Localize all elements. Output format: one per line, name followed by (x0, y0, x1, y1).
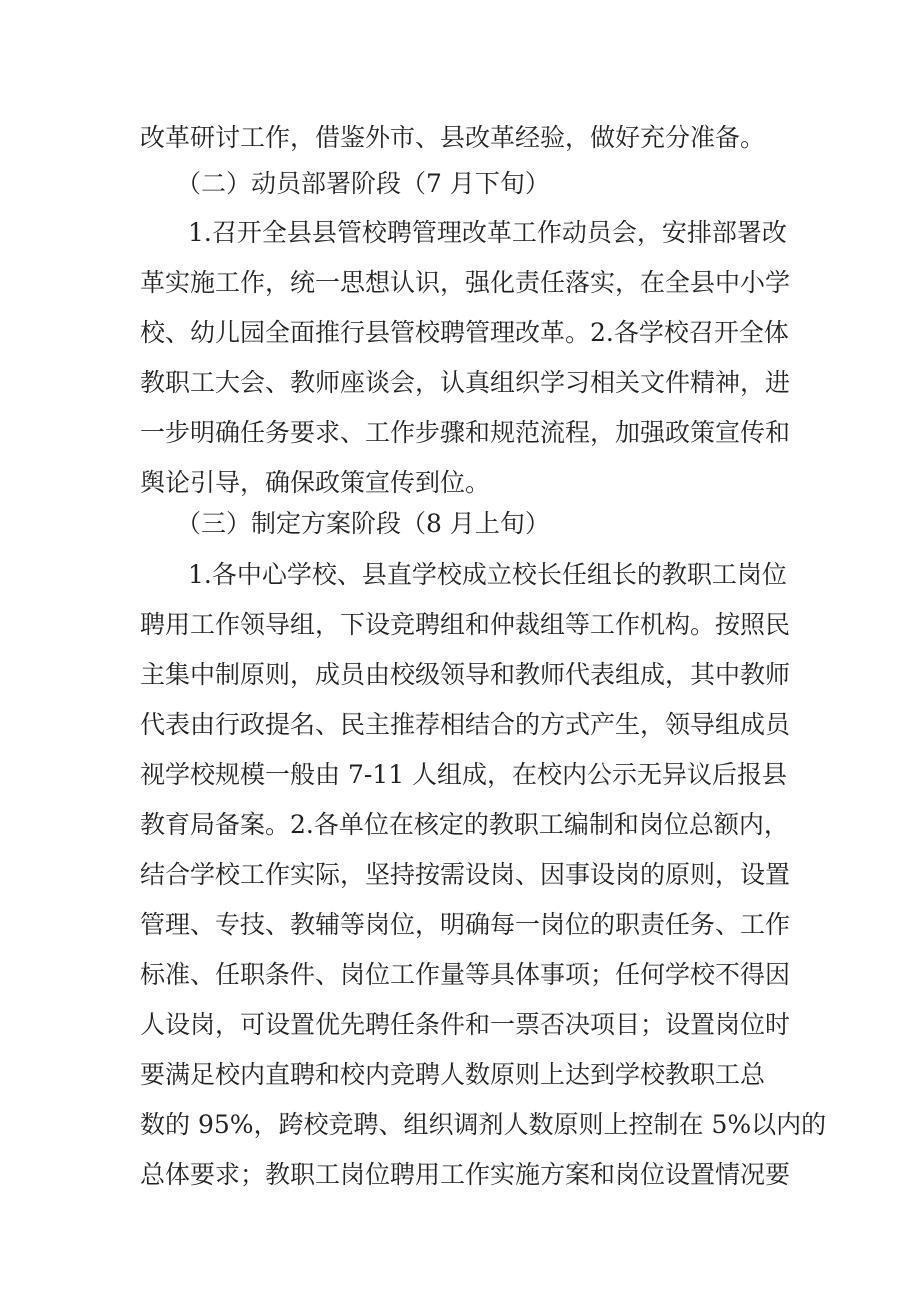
text-line-10 (0, 551, 920, 599)
text-line-22 (0, 1151, 920, 1199)
text-line-12 (0, 651, 920, 699)
text-line-21-text: 数的 95%，跨校竞聘、组织调剂人数原则上控制在 5%以内的 (140, 1110, 827, 1139)
section-heading-2-text: （二）动员部署阶段（7 月下旬） (176, 169, 550, 198)
text-line-19 (0, 1001, 920, 1049)
text-line-4-text: 革实施工作，统一思想认识，强化责任落实，在全县中小学 (140, 268, 791, 297)
text-line-4 (0, 259, 920, 307)
text-line-15 (0, 801, 920, 849)
text-line-21 (0, 1101, 920, 1149)
text-line-5-text: 校、幼儿园全面推行县管校聘管理改革。2.各学校召开全体 (140, 318, 789, 347)
text-line-18-text: 标准、任职条件、岗位工作量等具体事项；任何学校不得因 (140, 960, 791, 989)
text-line-16-text: 结合学校工作实际，坚持按需设岗、因事设岗的原则，设置 (140, 860, 791, 889)
text-line-7-text: 一步明确任务要求、工作步骤和规范流程，加强政策宣传和 (140, 418, 791, 447)
text-line-17 (0, 901, 920, 949)
text-line-1-text: 改革研讨工作，借鉴外市、县改革经验，做好充分准备。 (140, 123, 766, 152)
text-line-7 (0, 409, 920, 457)
text-line-13 (0, 701, 920, 749)
text-line-11-text: 聘用工作领导组，下设竞聘组和仲裁组等工作机构。按照民 (140, 610, 791, 639)
section-heading-3-text: （三）制定方案阶段（8 月上旬） (176, 509, 550, 538)
text-line-15-text: 教育局备案。2.各单位在核定的教职工编制和岗位总额内， (140, 810, 789, 839)
text-line-6 (0, 359, 920, 407)
text-line-16 (0, 851, 920, 899)
text-line-11 (0, 601, 920, 649)
text-line-19-text: 人设岗，可设置优先聘任条件和一票否决项目；设置岗位时 (140, 1010, 791, 1039)
text-line-20-text: 要满足校内直聘和校内竞聘人数原则上达到学校教职工总 (140, 1060, 766, 1089)
text-line-18 (0, 951, 920, 999)
text-line-22-text: 总体要求；教职工岗位聘用工作实施方案和岗位设置情况要 (140, 1160, 791, 1189)
text-line-14-text: 视学校规模一般由 7-11 人组成，在校内公示无异议后报县 (140, 760, 788, 789)
section-heading-3 (0, 500, 920, 548)
text-line-6-text: 教职工大会、教师座谈会，认真组织学习相关文件精神，进 (140, 368, 791, 397)
text-line-13-text: 代表由行政提名、民主推荐相结合的方式产生，领导组成员 (140, 710, 791, 739)
text-line-17-text: 管理、专技、教辅等岗位，明确每一岗位的职责任务、工作 (140, 910, 791, 939)
text-line-10-text: 1.各中心学校、县直学校成立校长任组长的教职工岗位 (188, 560, 787, 589)
text-line-14 (0, 751, 920, 799)
text-line-5 (0, 309, 920, 357)
text-line-3-text: 1.召开全县县管校聘管理改革工作动员会，安排部署改 (188, 218, 787, 247)
text-line-1 (0, 114, 920, 162)
text-line-12-text: 主集中制原则，成员由校级领导和教师代表组成，其中教师 (140, 660, 791, 689)
section-heading-2 (0, 160, 920, 208)
text-line-8-text: 舆论引导，确保政策宣传到位。 (140, 468, 491, 497)
text-line-20 (0, 1051, 920, 1099)
text-line-3 (0, 209, 920, 257)
